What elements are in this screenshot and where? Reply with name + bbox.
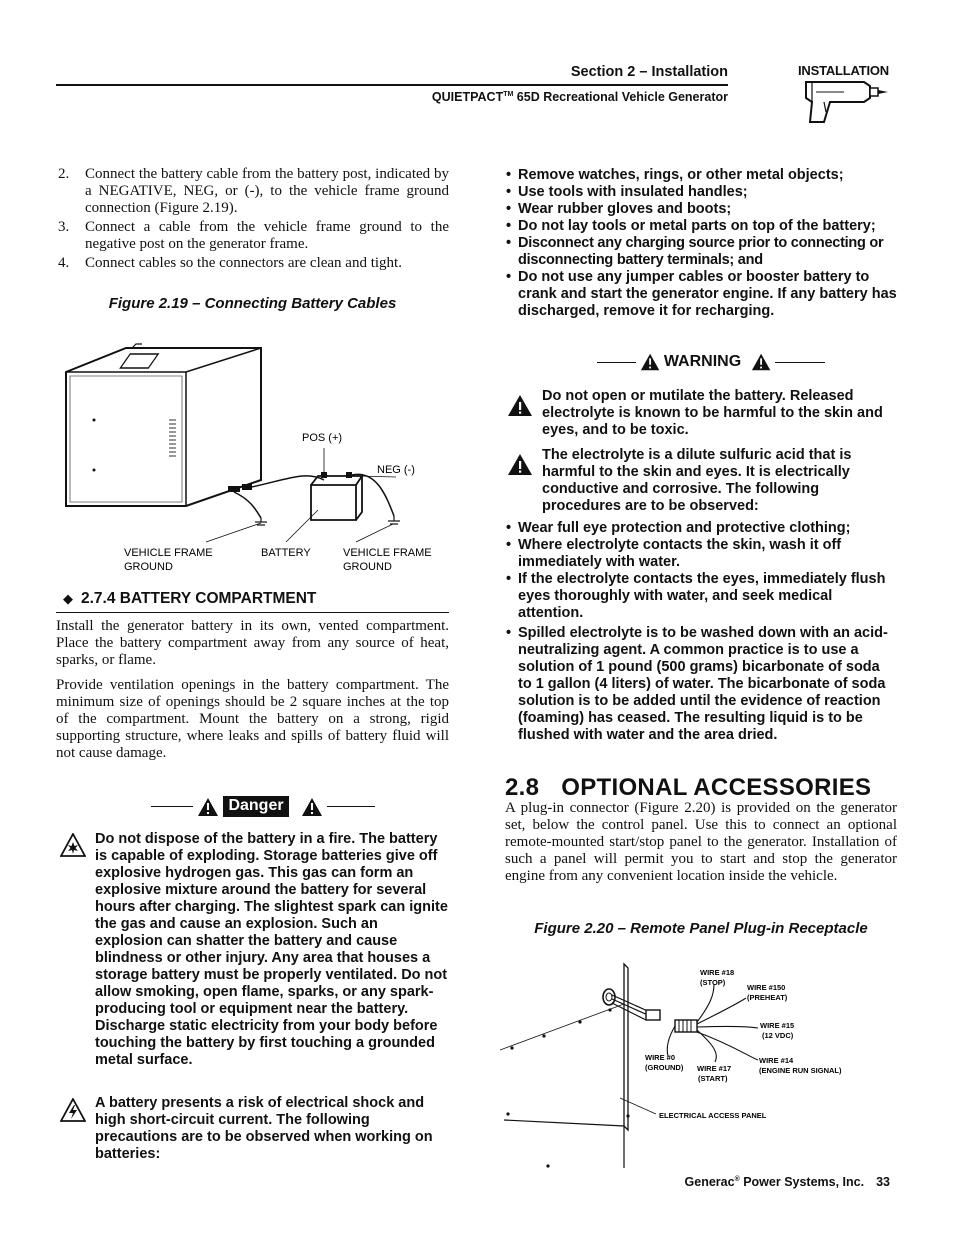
list-item: • Wear rubber gloves and boots;	[505, 201, 897, 218]
compartment-paragraph-1: Install the generator battery in its own, vented compartment. Place the battery compartment away from any source of heat, sparks, or flame.	[56, 618, 449, 668]
danger-label: Danger	[223, 796, 288, 817]
warning-text-mutilate: Do not open or mutilate the battery. Released electrolyte is known to be harmful to the skin and eyes, and to be toxic.	[542, 388, 883, 438]
warning-triangle-icon	[751, 352, 771, 372]
footer-company-rest: Power Systems, Inc.	[739, 1175, 865, 1189]
list-item: • Do not lay tools or metal parts on top of the battery;	[505, 218, 897, 235]
wire0-label-b: (GROUND)	[645, 1063, 684, 1072]
page-number: 33	[876, 1175, 890, 1189]
electrolyte-list	[505, 520, 897, 744]
warning-header	[597, 352, 825, 372]
footer-reg: ®	[734, 1175, 740, 1183]
wire150-label-b: (PREHEAT)	[747, 993, 788, 1002]
neg-label: NEG (-)	[377, 464, 415, 476]
figure-220-caption: Figure 2.20 – Remote Panel Plug-in Receptacle	[534, 920, 868, 937]
wire18-label-b: (STOP)	[700, 978, 726, 987]
vehicle-frame-ground-label-2a: VEHICLE FRAME	[343, 547, 432, 559]
vehicle-frame-ground-label-1a: VEHICLE FRAME	[124, 547, 213, 559]
warning-triangle-icon	[507, 394, 533, 417]
drill-icon	[800, 76, 890, 130]
wire14-label-a: WIRE #14	[759, 1056, 794, 1065]
battery-compartment-heading	[63, 590, 449, 608]
warning-triangle-icon	[301, 797, 323, 817]
wire15-label-a: WIRE #15	[760, 1021, 795, 1030]
product-rest: 65D Recreational Vehicle Generator	[513, 90, 728, 104]
list-item: • Remove watches, rings, or other metal objects;	[505, 167, 897, 184]
wire18-label-a: WIRE #18	[700, 968, 735, 977]
warning-triangle-icon	[507, 453, 533, 476]
battery-cables-figure	[56, 320, 449, 580]
list-item: • If the electrolyte contacts the eyes, immediately flush eyes thoroughly with water, and seek medical attention.	[505, 571, 897, 622]
footer-company: Generac	[684, 1175, 735, 1189]
section-heading	[505, 774, 871, 802]
wire17-label-a: WIRE #17	[697, 1064, 732, 1073]
list-item: • Where electrolyte contacts the skin, wash it off immediately with water.	[505, 537, 897, 571]
list-item: • Wear full eye protection and protective clothing;	[505, 520, 897, 537]
page-footer	[560, 1175, 890, 1189]
accessories-paragraph: A plug-in connector (Figure 2.20) is provided on the generator set, below the control panel. Use this to connect an optional remote-mounted start/stop panel to the generator. Installation of such a panel will permit you to start and stop the generator engine from any convenient location inside the vehicle.	[505, 800, 897, 884]
vehicle-frame-ground-label-1b: GROUND	[124, 561, 173, 573]
sub-heading-rule	[56, 612, 449, 613]
product-name: QUIETPACT	[431, 90, 504, 104]
warning-triangle-icon	[640, 352, 660, 372]
section-title: OPTIONAL ACCESSORIES	[561, 774, 872, 801]
wire14-label-b: (ENGINE RUN SIGNAL)	[759, 1066, 842, 1075]
warning-label: WARNING	[663, 353, 742, 370]
diamond-bullet-icon: ◆	[63, 592, 73, 607]
electric-shock-icon	[60, 1098, 86, 1122]
step-item: 4. Connect cables so the connectors are clean and tight.	[58, 255, 402, 271]
product-tm: TM	[503, 90, 514, 98]
list-item: • Do not use any jumper cables or booster battery to crank and start the generator engine. If any battery has discharged, remove it for recharging.	[505, 269, 897, 320]
wire0-label-a: WIRE #0	[645, 1053, 676, 1062]
pos-label: POS (+)	[302, 432, 343, 444]
section-header: Section 2 – Installation	[570, 64, 728, 80]
wire17-label-b: (START)	[698, 1074, 728, 1083]
figure-219-caption: Figure 2.19 – Connecting Battery Cables	[108, 295, 397, 312]
danger-text-shock: A battery presents a risk of electrical shock and high short-circuit current. The following precautions are to be observed when working on batteries:	[95, 1095, 433, 1162]
product-header	[380, 90, 728, 104]
explosion-hazard-icon	[60, 833, 86, 857]
wire150-label-a: WIRE #150	[747, 983, 786, 992]
installation-tab-label: INSTALLATION	[798, 63, 889, 78]
remote-panel-figure	[500, 960, 900, 1172]
list-item: • Disconnect any charging source prior to connecting or disconnecting battery terminals; and	[505, 235, 897, 269]
battery-label: BATTERY	[261, 547, 311, 559]
warning-triangle-icon	[197, 797, 219, 817]
step-item: 2. Connect the battery cable from the battery post, indicated by a NEGATIVE, NEG, or (-), to the vehicle frame ground connection (Figure 2.19).	[58, 166, 449, 216]
sub-heading-text: 2.7.4 BATTERY COMPARTMENT	[81, 590, 317, 607]
steps-block	[56, 166, 449, 274]
header-rule	[56, 84, 728, 86]
precautions-list	[505, 167, 897, 320]
step-item: 3. Connect a cable from the vehicle frame ground to the negative post on the generator frame.	[58, 219, 449, 252]
section-number: 2.8	[505, 774, 540, 801]
list-item: • Spilled electrolyte is to be washed down with an acid-neutralizing agent. A common practice is to use a solution of 1 pound (500 grams) bicarbonate of soda to 1 gallon (4 liters) of water. The bicarbonate of soda solution is to be added until the evidence of reaction (foaming) has ceased. The resulting liquid is to be flushed with water and the area dried.	[505, 625, 897, 744]
warning-text-electrolyte: The electrolyte is a dilute sulfuric acid that is harmful to the skin and eyes. It is electrically conductive and corrosive. The following procedures are to be observed:	[542, 447, 852, 514]
danger-text-explosion: Do not dispose of the battery in a fire. The battery is capable of exploding. Storage batteries give off explosive hydrogen gas. This gas can form an explosive mixture around the battery for several hours after charging. The slightest spark can ignite the gas and cause an explosion. Such an explosion can shatter the battery and cause blindness or other injury. Any area that houses a storage battery must be properly ventilated. Do not allow smoking, open flame, sparks, or any spark-producing tool or equipment near the battery. Discharge static electricity from your body before touching the battery by first touching a grounded metal surface.	[95, 831, 448, 1068]
access-panel-label: ELECTRICAL ACCESS PANEL	[659, 1111, 767, 1120]
compartment-paragraph-2: Provide ventilation openings in the battery compartment. The minimum size of openings should be 2 square inches at the top of the compartment. Mount the battery on a strong, rigid supporting structure, where leaks and spills of battery fluid will not cause damage.	[56, 677, 449, 761]
wire15-label-b: (12 VDC)	[762, 1031, 794, 1040]
list-item: • Use tools with insulated handles;	[505, 184, 897, 201]
danger-header	[148, 796, 378, 817]
vehicle-frame-ground-label-2b: GROUND	[343, 561, 392, 573]
